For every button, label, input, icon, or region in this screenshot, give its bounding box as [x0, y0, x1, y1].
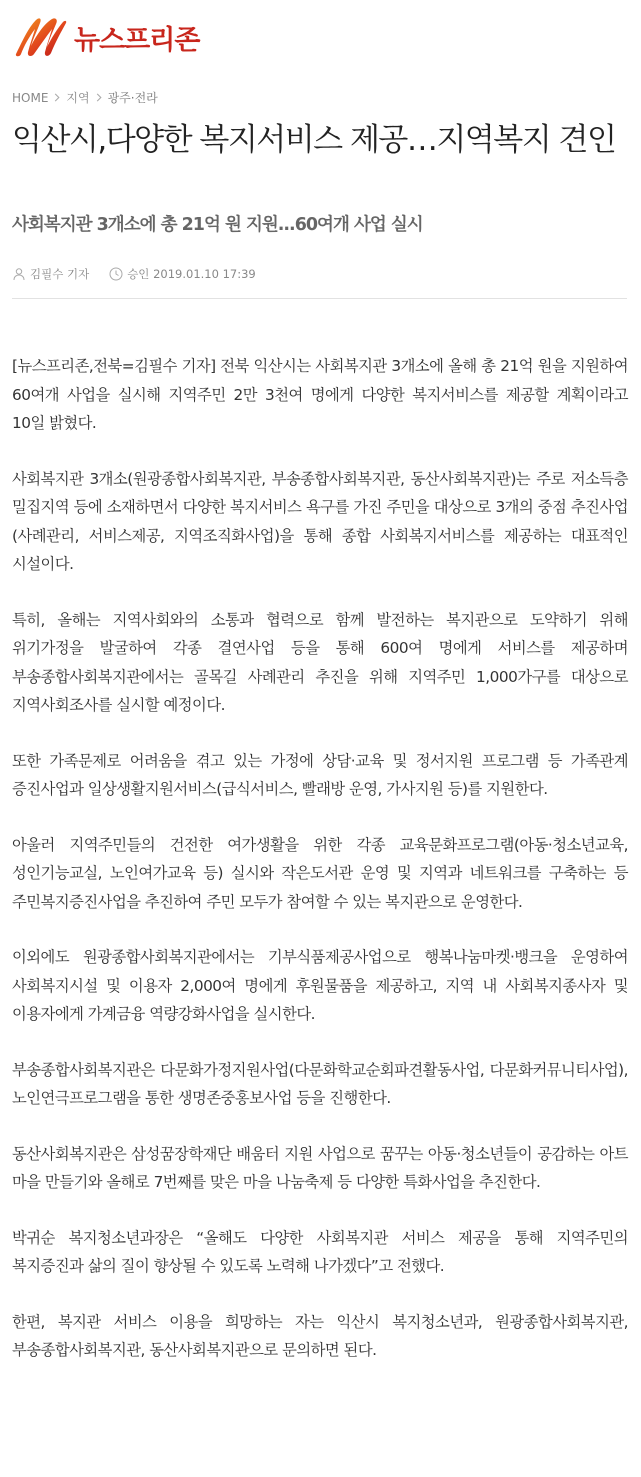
- site-logo-text: 뉴스프리존: [74, 24, 200, 56]
- site-logo[interactable]: [12, 12, 199, 58]
- article-paragraph: 한편, 복지관 서비스 이용을 희망하는 자는 익산시 복지청소년과, 원광종합사회복지관, 부송종합사회복지관, 동산사회복지관으로 문의하면 된다.: [12, 1312, 628, 1359]
- article-paragraph: 사회복지관 3개소(원광종합사회복지관, 부송종합사회복지관, 동산사회복지관)는 주로 저소득층 밀집지역 등에 소재하면서 다양한 복지서비스 욕구를 가진 주민을 대상으로 3개의 중점 추진사업(사례관리, 서비스제공, 지역조직화사업)을 통해 종합 사회복지서비스를 제공하는 대표적인 시설이다.: [12, 469, 628, 573]
- logo-n-icon: [12, 12, 72, 58]
- author-name: 김필수 기자: [30, 267, 90, 281]
- article-paragraph: [뉴스프리존,전북=김필수 기자] 전북 익산시는 사회복지관 3개소에 올해 총 21억 원을 지원하여 60여개 사업을 실시해 지역주민 2만 3천여 명에게 다양한 복지서비스를 제공할 계획이라고 10일 밝혔다.: [12, 357, 628, 432]
- author-info: [12, 266, 89, 282]
- breadcrumb-home[interactable]: HOME: [12, 90, 49, 105]
- article-paragraph: 특히, 올해는 지역사회와의 소통과 협력으로 함께 발전하는 복지관으로 도약하기 위해 위기가정을 발굴하여 각종 결연사업 등을 통해 600여 명에게 서비스를 제공하며 부송종합사회복지관에서는 골목길 사례관리 추진을 위해 지역주민 1,000가구를 대상으로 지역사회조사를 실시할 예정이다.: [12, 610, 628, 714]
- chevron-right-icon: [54, 93, 60, 102]
- article-meta: [12, 266, 276, 282]
- breadcrumb-section[interactable]: 지역: [66, 91, 90, 105]
- divider: [12, 298, 627, 299]
- publish-info: [109, 266, 256, 282]
- article-paragraph: 이외에도 원광종합사회복지관에서는 기부식품제공사업으로 행복나눔마켓·뱅크을 운영하여 사회복지시설 및 이용자 2,000여 명에게 후원물품을 제공하고, 지역 내 사회복지종사자 및 이용자에게 가계금융 역량강화사업을 실시한다.: [12, 948, 628, 1023]
- breadcrumb: [12, 89, 158, 106]
- article-paragraph: 동산사회복지관은 삼성꿈장학재단 배움터 지원 사업으로 꿈꾸는 아동·청소년들이 공감하는 아트 마을 만들기와 올해로 7번째를 맞은 마을 나눔축제 등 다양한 특화사업을 추진한다.: [12, 1144, 628, 1191]
- article-paragraph: 부송종합사회복지관은 다문화가정지원사업(다문화학교순회파견활동사업, 다문화커뮤니티사업), 노인연극프로그램을 통한 생명존중홍보사업 등을 진행한다.: [12, 1060, 628, 1107]
- article-paragraph: 또한 가족문제로 어려움을 겪고 있는 가정에 상담·교육 및 정서지원 프로그램 등 가족관계 증진사업과 일상생활지원서비스(급식서비스, 빨래방 운영, 가사지원 등)를 지원한다.: [12, 751, 628, 798]
- site-header: [0, 0, 641, 70]
- article-paragraph: 아울러 지역주민들의 건전한 여가생활을 위한 각종 교육문화프로그램(아동·청소년교육, 성인기능교실, 노인여가교육 등) 실시와 작은도서관 운영 및 지역과 네트워크를 구축하는 등 주민복지증진사업을 추진하여 주민 모두가 참여할 수 있는 복지관으로 운영한다.: [12, 835, 628, 911]
- breadcrumb-subsection[interactable]: 광주·전라: [107, 91, 158, 105]
- person-icon: [12, 267, 26, 281]
- article-paragraph: 박귀순 복지청소년과장은 “올해도 다양한 사회복지관 서비스 제공을 통해 지역주민의 복지증진과 삶의 질이 향상될 수 있도록 노력해 나가겠다”고 전했다.: [12, 1228, 628, 1275]
- article-subtitle: 사회복지관 3개소에 총 21억 원 지원...60여개 사업 실시: [12, 215, 423, 235]
- publish-date: 승인 2019.01.10 17:39: [127, 267, 256, 281]
- clock-icon: [109, 267, 123, 281]
- article-body: [12, 352, 628, 1392]
- article-title: 익산시,다양한 복지서비스 제공…지역복지 견인: [12, 122, 616, 158]
- chevron-right-icon: [96, 93, 102, 102]
